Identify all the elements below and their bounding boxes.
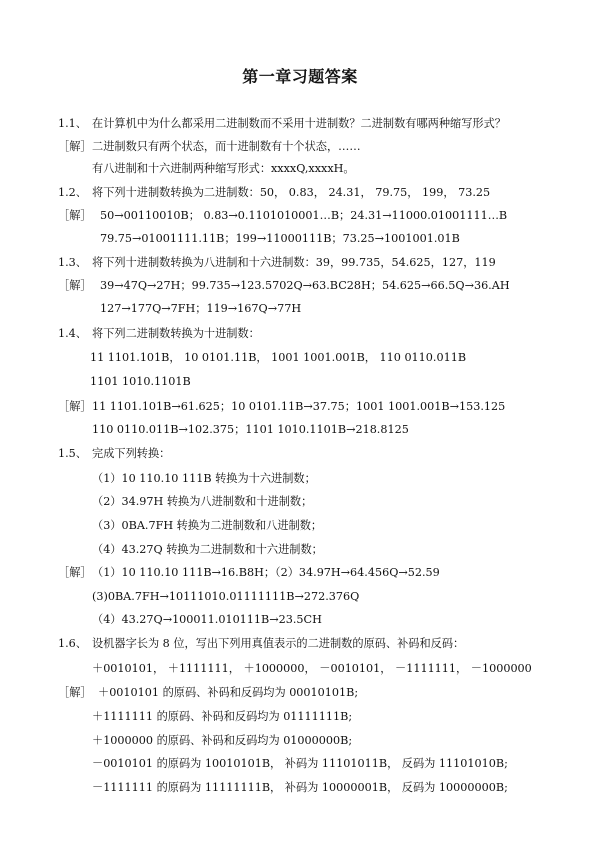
answer-1-3-line2: 127→177Q→7FH；119→167Q→77H (100, 302, 302, 315)
answer-1-1-line1: 二进制数只有两个状态，而十进制数有十个状态，…… (92, 140, 361, 153)
question-1-6-list: ＋0010101， ＋1111111， ＋1000000， －0010101， －1111111， －1000000 (92, 662, 532, 675)
question-1-4-list-line2: 1101 1010.1101B (90, 375, 191, 388)
question-1-2: 将下列十进制数转换为二进制数：50， 0.83， 24.31， 79.75， 199， 73.25 (92, 186, 491, 199)
answer-1-6-line3: ＋1000000 的原码、补码和反码均为 01000000B; (92, 734, 353, 747)
answer-tag-1-2: ［解］ (58, 209, 92, 222)
question-1-5-sub4: （4）43.27Q 转换为二进制数和十六进制数； (92, 543, 323, 556)
answer-1-5-line2: (3)0BA.7FH→10111010.01111111B→272.376Q (92, 590, 360, 603)
question-1-5: 完成下列转换： (92, 447, 171, 460)
answer-1-2-line2: 79.75→01001111.11B；199→11000111B；73.25→1001001.01B (100, 232, 460, 245)
answer-1-3-line1: 39→47Q→27H；99.735→123.5702Q→63.BC28H；54.625→66.5Q→36.AH (100, 279, 510, 292)
question-1-4: 将下列二进制数转换为十进制数： (92, 327, 260, 340)
answer-1-5-line1: （1）10 110.10 111B→16.B8H；（2）34.97H→64.456Q→52.59 (92, 566, 440, 579)
question-number-1-6: 1.6、 (58, 637, 87, 650)
page-title: 第一章习题答案 (242, 67, 358, 86)
answer-tag-1-5: ［解］ (58, 566, 92, 579)
question-number-1-3: 1.3、 (58, 256, 87, 269)
answer-1-6-line2: ＋1111111 的原码、补码和反码均为 01111111B; (92, 710, 353, 723)
answer-tag-1-1: ［解］ (58, 140, 92, 153)
answer-1-5-line3: （4）43.27Q→100011.010111B→23.5CH (92, 613, 322, 626)
question-number-1-5: 1.5、 (58, 447, 87, 460)
question-1-1: 在计算机中为什么都采用二进制数而不采用十进制数？二进制数有哪两种缩写形式？ (92, 117, 506, 130)
answer-tag-1-3: ［解］ (58, 279, 92, 292)
question-1-4-list-line1: 11 1101.101B， 10 0101.11B， 1001 1001.001B， 110 0110.011B (90, 351, 467, 364)
question-number-1-4: 1.4、 (58, 327, 87, 340)
question-1-3: 将下列十进制数转换为八进制和十六进制数：39，99.735，54.625，127，119 (92, 256, 496, 269)
question-number-1-2: 1.2、 (58, 186, 87, 199)
question-1-5-sub2: （2）34.97H 转换为八进制数和十进制数； (92, 495, 313, 508)
answer-tag-1-6: ［解］ (58, 686, 92, 699)
answer-1-6-line1: ＋0010101 的原码、补码和反码均为 00010101B; (98, 686, 359, 699)
answer-1-4-line2: 110 0110.011B→102.375；1101 1010.1101B→218.8125 (92, 423, 409, 436)
answer-1-6-line4: －0010101 的原码为 10010101B， 补码为 11101011B， 反码为 11101010B; (92, 757, 508, 770)
question-1-5-sub3: （3）0BA.7FH 转换为二进制数和八进制数； (92, 519, 323, 532)
question-number-1-1: 1.1、 (58, 117, 87, 130)
answer-1-4-line1: 11 1101.101B→61.625；10 0101.11B→37.75；1001 1001.001B→153.125 (92, 400, 506, 413)
answer-1-2-line1: 50→00110010B； 0.83→0.1101010001…B；24.31→11000.01001111…B (100, 209, 508, 222)
answer-tag-1-4: ［解］ (58, 400, 92, 413)
answer-1-1-line2: 有八进制和十六进制两种缩写形式：xxxxQ,xxxxH。 (92, 162, 355, 175)
question-1-5-sub1: （1）10 110.10 111B 转换为十六进制数； (92, 472, 316, 485)
question-1-6: 设机器字长为 8 位，写出下列用真值表示的二进制数的原码、补码和反码： (92, 637, 465, 650)
answer-1-6-line5: －1111111 的原码为 11111111B， 补码为 10000001B， 反码为 10000000B; (92, 781, 508, 794)
